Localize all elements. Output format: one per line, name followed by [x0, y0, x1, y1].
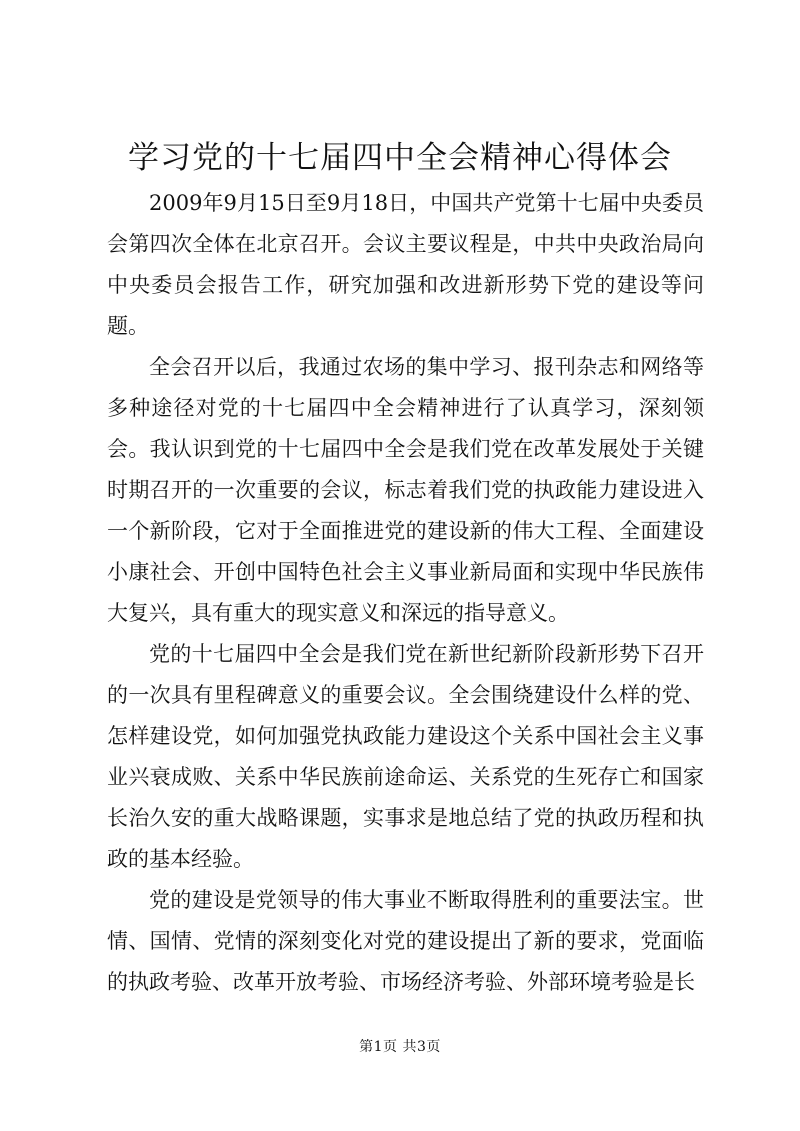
paragraph-2: 全会召开以后，我通过农场的集中学习、报刊杂志和网络等多种途径对党的十七届四中全会精神进行了认真学习，深刻领会。我认识到党的十七届四中全会是我们党在改革发展处于关键时期召开的一次重要的会议，标志着我们党的执政能力建设进入一个新阶段，它对于全面推进党的建设新的伟大工程、全面建设小康社会、开创中国特色社会主义事业新局面和实现中华民族伟大复兴，具有重大的现实意义和深远的指导意义。	[107, 355, 704, 625]
document-title: 学习党的十七届四中全会精神心得体会	[128, 140, 672, 176]
paragraph-4: 党的建设是党领导的伟大事业不断取得胜利的重要法宝。世情、国情、党情的深刻变化对党的建设提出了新的要求，党面临的执政考验、改革开放考验、市场经济考验、外部环境考验是长	[107, 888, 704, 994]
page-footer: 第1页 共3页	[359, 1039, 441, 1055]
document-body	[107, 183, 704, 1003]
paragraph-1: 2009年9月15日至9月18日，中国共产党第十七届中央委员会第四次全体在北京召开。会议主要议程是，中共中央政治局向中央委员会报告工作，研究加强和改进新形势下党的建设等问题。	[107, 191, 704, 338]
paragraph-3: 党的十七届四中全会是我们党在新世纪新阶段新形势下召开的一次具有里程碑意义的重要会议。全会围绕建设什么样的党、怎样建设党，如何加强党执政能力建设这个关系中国社会主义事业兴衰成败、关系中华民族前途命运、关系党的生死存亡和国家长治久安的重大战略课题，实事求是地总结了党的执政历程和执政的基本经验。	[107, 642, 704, 871]
